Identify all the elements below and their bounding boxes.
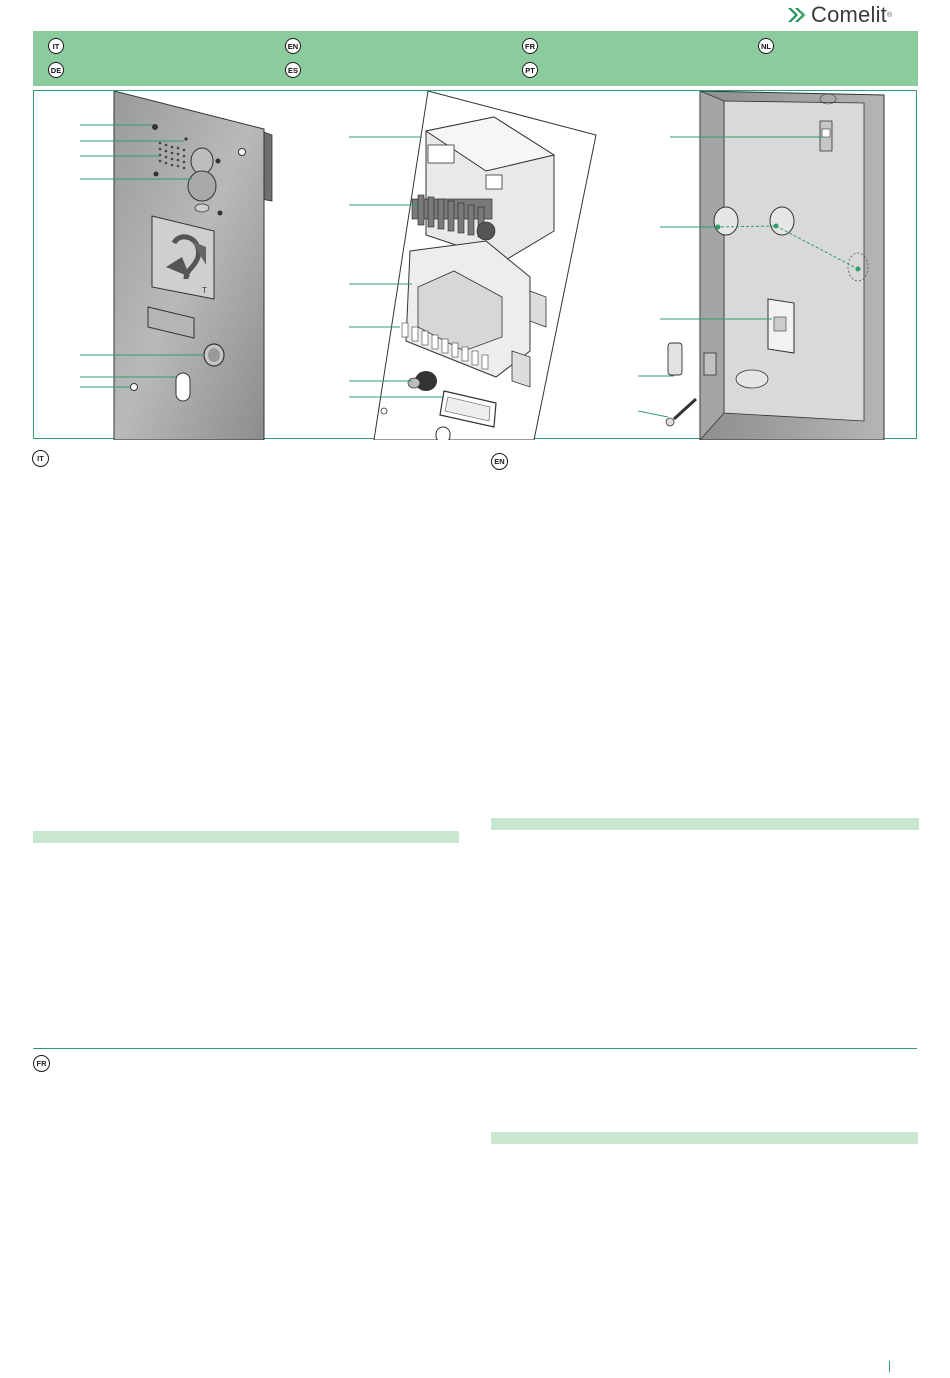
- rear-module-drawing: [349, 91, 596, 440]
- brand-registered-mark: ®: [886, 11, 893, 19]
- page-marker-rule: [889, 1361, 890, 1372]
- section-badge-fr: FR: [33, 1055, 50, 1072]
- lang-pt: [522, 62, 538, 78]
- product-illustration: [34, 91, 918, 440]
- language-header-bar: [33, 31, 918, 86]
- brand-name: Comelit: [811, 2, 887, 27]
- lang-es: [285, 62, 301, 78]
- product-figure-box: [33, 90, 917, 439]
- en-subsection-bar: [491, 818, 919, 830]
- lang-badge-en: EN: [285, 38, 301, 54]
- lang-en: [285, 38, 301, 54]
- section-divider-rule: [33, 1048, 917, 1049]
- comelit-logo: [786, 2, 921, 28]
- lang-fr: [522, 38, 538, 54]
- lang-nl: [758, 38, 774, 54]
- fr-subsection-bar: [491, 1132, 918, 1144]
- lang-de: [48, 62, 64, 78]
- flush-box-drawing: [638, 91, 884, 440]
- lang-it: [48, 38, 64, 54]
- section-badge-en: EN: [491, 453, 508, 470]
- it-subsection-bar: [33, 831, 459, 843]
- lang-badge-es: ES: [285, 62, 301, 78]
- section-badge-it: IT: [32, 450, 49, 467]
- lang-badge-nl: NL: [758, 38, 774, 54]
- comelit-logo-mark-icon: [786, 6, 808, 24]
- lang-badge-it: IT: [48, 38, 64, 54]
- front-panel-drawing: [80, 91, 272, 440]
- svg-text:T: T: [202, 286, 207, 295]
- lang-badge-pt: PT: [522, 62, 538, 78]
- lang-badge-de: DE: [48, 62, 64, 78]
- lang-badge-fr: FR: [522, 38, 538, 54]
